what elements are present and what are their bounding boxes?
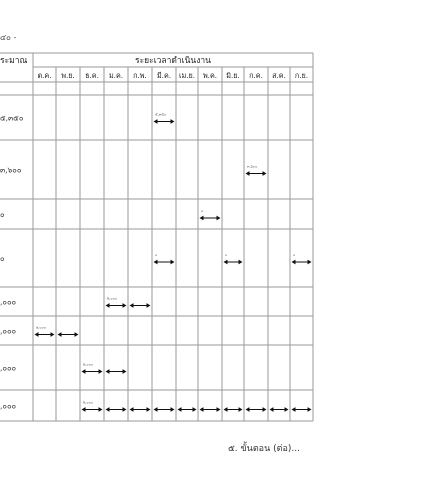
month-header: ก.ค. xyxy=(249,71,263,80)
bar-arrow-head-right xyxy=(171,407,175,412)
schedule-bar xyxy=(35,326,79,337)
schedule-bar xyxy=(82,401,312,412)
bar-arrow-head-left xyxy=(154,119,158,124)
bar-label: ๒,๐๐๐ xyxy=(107,296,118,301)
bar-arrow-head-right xyxy=(239,260,243,265)
bar-arrow-head-right xyxy=(217,407,221,412)
bar-arrow-head-right xyxy=(123,303,127,308)
bar-arrow-head-right xyxy=(171,260,175,265)
bar-arrow-head-right xyxy=(239,407,243,412)
bar-arrow-head-left xyxy=(224,260,228,265)
bar-arrow-head-left xyxy=(58,332,62,337)
bar-arrow-head-left xyxy=(270,407,274,412)
bar-arrow-head-right xyxy=(308,407,312,412)
budget-value: ,๐๐๐ xyxy=(0,297,17,307)
bar-arrow-head-left xyxy=(154,407,158,412)
bar-arrow-head-right xyxy=(99,369,103,374)
bar-arrow-head-right xyxy=(308,260,312,265)
schedule-bar xyxy=(224,253,243,264)
bar-arrow-head-right xyxy=(123,369,127,374)
bar-arrow-head-left xyxy=(130,407,134,412)
bar-label: ๐ xyxy=(155,253,158,257)
month-header: พ.ค. xyxy=(202,71,218,80)
bar-arrow-head-right xyxy=(51,332,55,337)
page-number: ๔๐ - xyxy=(0,33,17,42)
budget-value: ,๐๐๐ xyxy=(0,326,17,336)
month-header: มี.ค. xyxy=(156,71,172,80)
bar-arrow-head-right xyxy=(285,407,289,412)
bar-arrow-head-right xyxy=(147,303,151,308)
bar-arrow-head-left xyxy=(106,303,110,308)
bar-arrow-head-right xyxy=(99,407,103,412)
bar-arrow-head-left xyxy=(200,407,204,412)
bar-arrow-head-left xyxy=(130,303,134,308)
bar-arrow-head-left xyxy=(292,260,296,265)
budget-value: ๐ xyxy=(0,254,5,263)
bar-arrow-head-right xyxy=(263,171,267,176)
bar-arrow-head-left xyxy=(82,407,86,412)
bar-label: ๒,๐๐๐ xyxy=(83,362,94,367)
month-header: ต.ค. xyxy=(37,71,52,80)
bar-arrow-head-right xyxy=(193,407,197,412)
bar-arrow-head-left xyxy=(200,216,204,221)
period-header: ระยะเวลาดำเนินงาน xyxy=(135,56,211,66)
bar-arrow-head-left xyxy=(246,407,250,412)
bar-arrow-head-left xyxy=(178,407,182,412)
budget-value: ๐ xyxy=(0,210,5,219)
bar-arrow-head-left xyxy=(82,369,86,374)
schedule-bar xyxy=(154,113,175,124)
month-header: ม.ค. xyxy=(108,71,124,80)
bar-arrow-head-left xyxy=(35,332,39,337)
bar-arrow-head-left xyxy=(106,407,110,412)
bar-label: ๑,๐๐๐ xyxy=(36,325,47,330)
schedule-bar xyxy=(154,253,175,264)
month-header: ก.พ. xyxy=(133,71,147,80)
bar-arrow-head-right xyxy=(263,407,267,412)
bar-arrow-head-right xyxy=(123,407,127,412)
month-header: เม.ย. xyxy=(179,71,195,80)
month-headers xyxy=(37,71,308,80)
schedule-bars xyxy=(35,113,312,412)
budget-value: ๕,๓๕๐ xyxy=(0,113,24,123)
schedule-bar xyxy=(200,209,221,220)
budget-value: ,๐๐๐ xyxy=(0,363,17,373)
table-grid xyxy=(0,53,313,421)
bar-arrow-head-left xyxy=(292,407,296,412)
bar-arrow-head-left xyxy=(246,171,250,176)
budget-value: ,๐๐๐ xyxy=(0,401,17,411)
month-header: ธ.ค. xyxy=(85,71,99,80)
bar-arrow-head-left xyxy=(106,369,110,374)
bar-arrow-head-right xyxy=(75,332,79,337)
bar-label: ๕,๓๕๐ xyxy=(155,112,167,117)
bar-arrow-head-right xyxy=(217,216,221,221)
month-header: ส.ค. xyxy=(272,71,286,80)
bar-arrow-head-right xyxy=(147,407,151,412)
footer-continuation: ๕. ขั้นตอน (ต่อ)... xyxy=(228,444,300,454)
bar-label: ๒,๐๐๐ xyxy=(83,400,94,405)
bar-arrow-head-left xyxy=(154,260,158,265)
budget-column-header: ระมาณ xyxy=(0,56,28,66)
bar-arrow-head-right xyxy=(171,119,175,124)
bar-label: ๓,๖๐๐ xyxy=(247,164,258,169)
schedule-bar xyxy=(292,253,312,264)
budget-value: ๓,๖๐๐ xyxy=(0,165,22,175)
budget-values xyxy=(0,114,24,411)
bar-label: ๐ xyxy=(225,253,228,257)
month-header: พ.ย. xyxy=(61,71,75,80)
month-header: มิ.ย. xyxy=(226,71,240,80)
schedule-bar xyxy=(246,165,267,176)
bar-label: ๐ xyxy=(201,209,204,213)
bar-arrow-head-left xyxy=(224,407,228,412)
month-header: ก.ย. xyxy=(294,71,309,80)
bar-label: ๐ xyxy=(293,253,296,257)
